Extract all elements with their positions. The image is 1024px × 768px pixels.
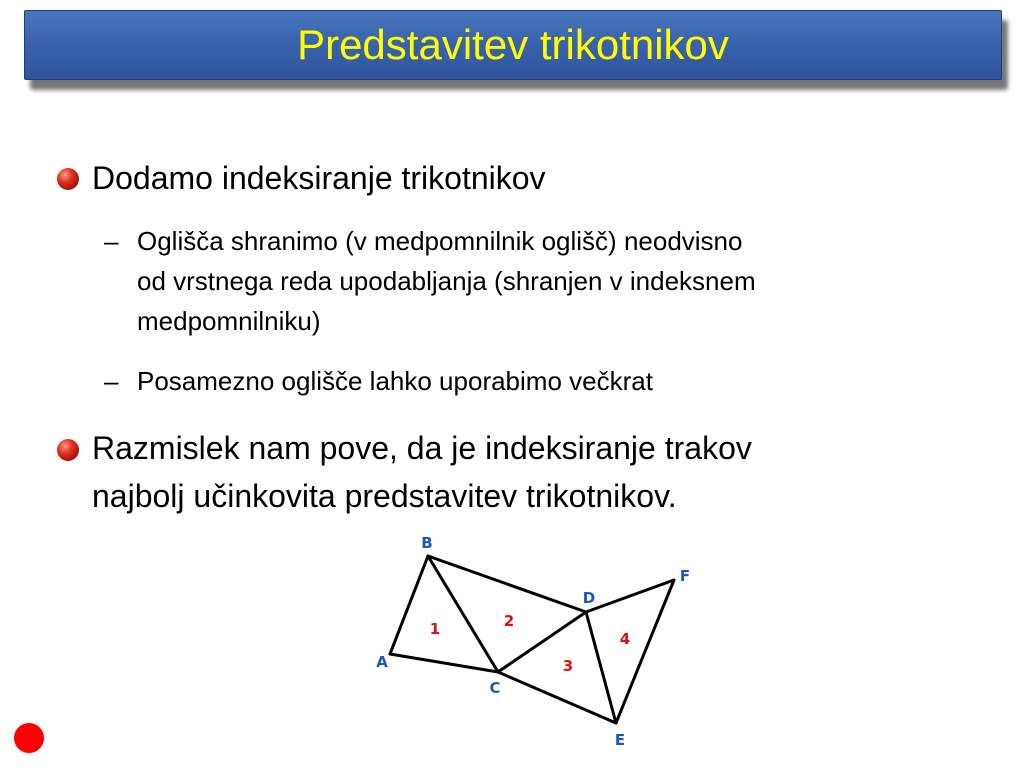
triangle-label-2: 2: [503, 612, 515, 630]
bullet-1-text: Dodamo indeksiranje trikotnikov: [92, 160, 546, 196]
vertex-label-c: C: [489, 679, 501, 697]
triangle-strip-diagram: [360, 530, 700, 755]
diagram-edge: [428, 556, 498, 672]
bullet-ball-icon: [57, 439, 79, 461]
sub-bullet-1-line-3: medpomnilniku): [137, 306, 321, 336]
sub-bullet-1-line-1: Oglišča shranimo (v medpomnilnik oglišč) neodvisno: [137, 226, 743, 256]
vertex-label-a: A: [376, 653, 388, 671]
triangle-label-1: 1: [429, 620, 441, 638]
slide-title: Predstavitev trikotnikov: [297, 21, 729, 68]
vertex-label-e: E: [614, 731, 626, 749]
diagram-edge: [498, 672, 616, 723]
diagram-edges: [390, 556, 674, 723]
diagram-edge: [428, 556, 586, 612]
bullet-ball-icon: [57, 168, 79, 190]
sub-bullet-1-marker: –: [104, 226, 119, 256]
vertex-label-b: B: [421, 534, 433, 552]
diagram-edge: [586, 612, 616, 723]
triangle-label-3: 3: [562, 657, 574, 675]
bullet-2-line-2: najbolj učinkovita predstavitev trikotnikov.: [92, 478, 677, 514]
bullet-2-line-1: Razmislek nam pove, da je indeksiranje trakov: [92, 430, 752, 466]
sub-bullet-2-line-1: Posamezno oglišče lahko uporabimo večkrat: [137, 366, 653, 396]
corner-red-dot: [14, 723, 44, 753]
vertex-label-d: D: [582, 589, 596, 607]
diagram-edge: [390, 556, 428, 654]
sub-bullet-2-marker: –: [104, 366, 119, 396]
vertex-label-f: F: [679, 567, 691, 585]
triangle-label-4: 4: [619, 630, 631, 648]
sub-bullet-1-line-2: od vrstnega reda upodabljanja (shranjen v indeksnem: [137, 266, 756, 296]
diagram-edge: [390, 654, 498, 672]
diagram-edge: [586, 580, 674, 612]
diagram-edge: [616, 580, 674, 723]
